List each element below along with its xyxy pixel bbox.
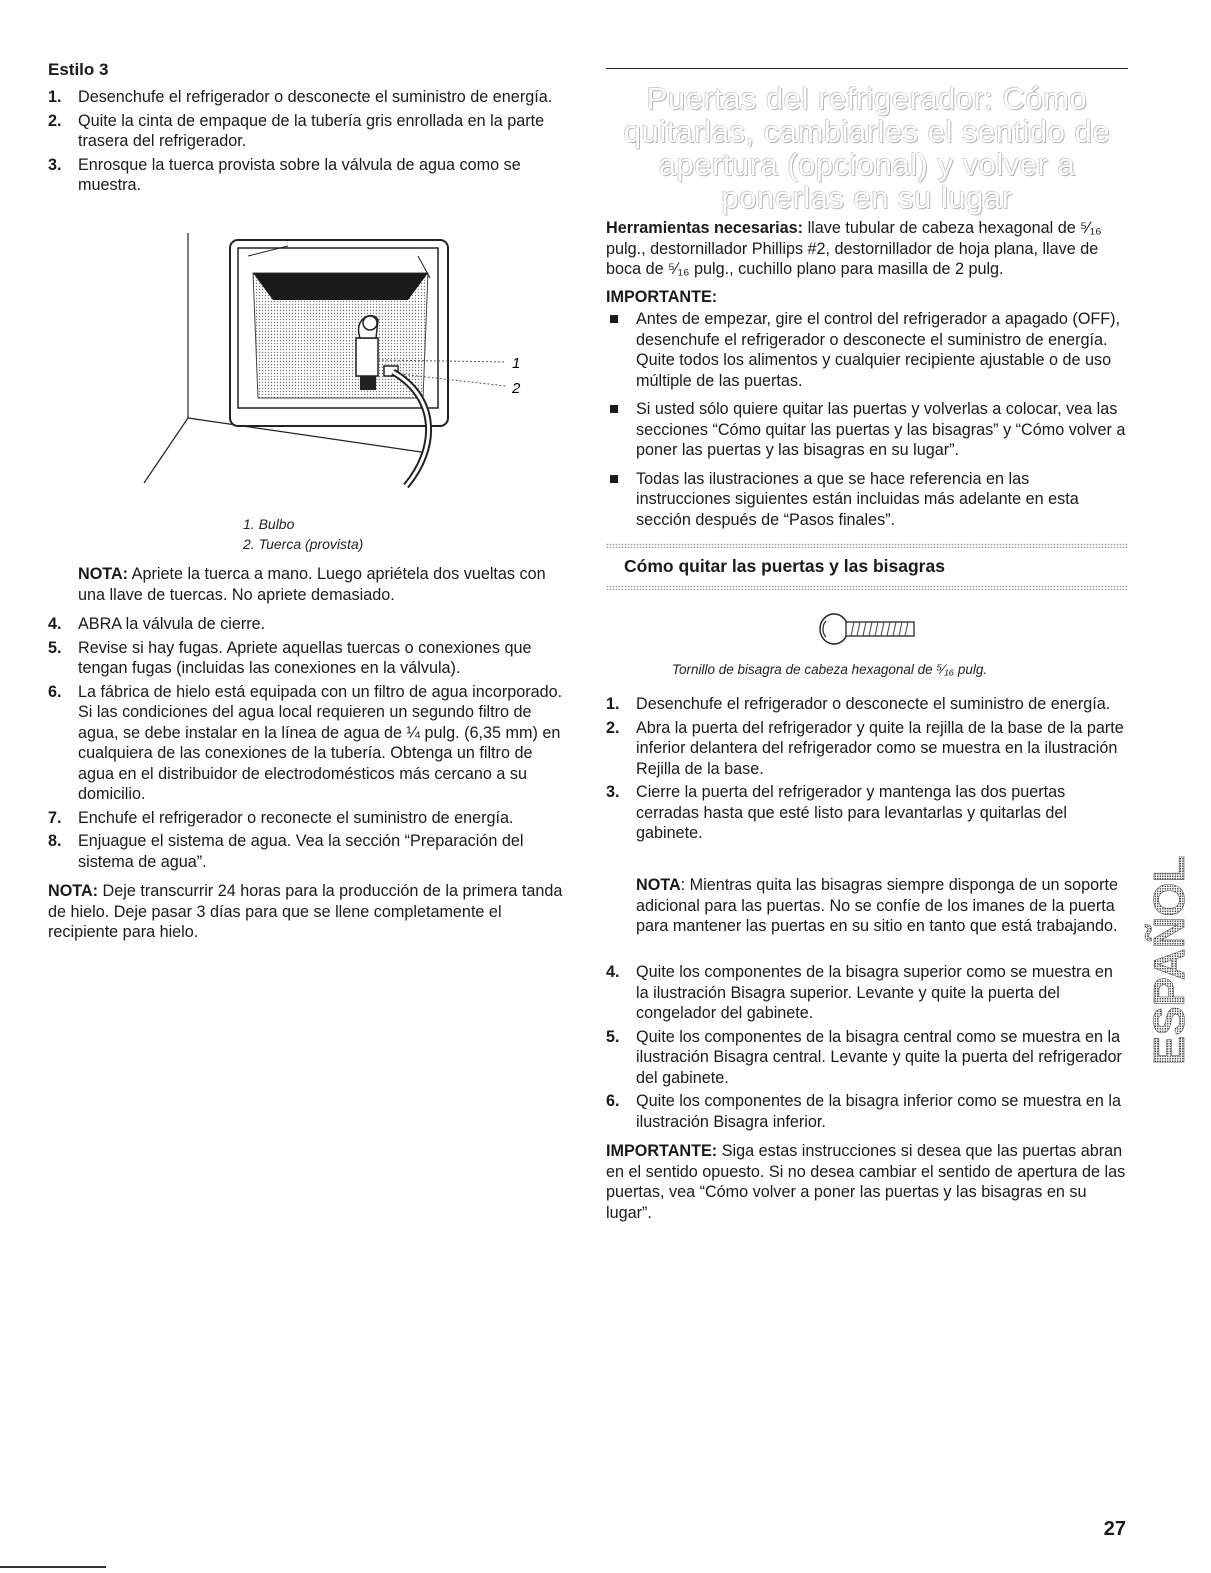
list-item	[606, 399, 1128, 461]
bullet-text: Si usted sólo quiere quitar las puertas y volverlas a colocar, vea las secciones “Cómo quitar las puertas y las bisagras” y “Cómo volver a poner las puertas y las bisagras en su lugar”.	[636, 400, 1126, 459]
step-number: 3.	[606, 783, 620, 801]
list-item	[606, 782, 1128, 844]
list-item	[606, 1027, 1128, 1089]
figure-caption	[243, 514, 363, 554]
tools-paragraph	[606, 218, 1128, 280]
bullet-text: Todas las ilustraciones a que se hace referencia en las instrucciones siguientes están incluidas más adelante en esta sección después de “Pasos finales”.	[636, 469, 1079, 529]
important-label: IMPORTANTE:	[606, 1142, 718, 1160]
steps-list-right-2	[606, 962, 1128, 1135]
list-item	[606, 469, 1128, 531]
note-paragraph	[636, 875, 1126, 937]
step-number: 4.	[48, 615, 62, 633]
step-text: La fábrica de hielo está equipada con un filtro de agua incorporado. Si las condiciones del agua local requieren un segundo filtro de agua, se debe instalar en la línea de agua de ¼ pulg. (6,35 mm) en cualquiera de las conexiones de la tubería. Obtenga un filtro de agua en el distribuidor de electrodomésticos más cercano a su domicilio.	[78, 682, 563, 803]
section-divider	[606, 543, 1128, 548]
list-item	[48, 682, 568, 805]
section-divider	[606, 585, 1128, 590]
step-text: Revise si hay fugas. Apriete aquellas tuercas o conexiones que tengan fugas (incluidas las conexiones en la válvula).	[78, 638, 532, 677]
list-item	[606, 962, 1128, 1024]
step-number: 1.	[606, 695, 620, 713]
callout-1: 1	[512, 355, 521, 372]
step-text: Abra la puerta del refrigerador y quite la rejilla de la base de la parte inferior delantera del refrigerador como se muestra en la ilustración Rejilla de la base.	[636, 718, 1124, 778]
list-item	[48, 831, 568, 872]
hex-bolt-icon	[816, 611, 916, 647]
list-item	[606, 718, 1128, 780]
list-item	[48, 111, 568, 152]
list-item	[48, 614, 568, 635]
bolt-caption: Tornillo de bisagra de cabeza hexagonal de ⁵⁄₁₆ pulg.	[672, 662, 988, 677]
bullet-text: Antes de empezar, gire el control del refrigerador a apagado (OFF), desenchufe el refrigerador o desconecte el suministro de energía. Quite todos los alimentos y cualquier recipiente ajustable o de uso múltiple de las puertas.	[636, 310, 1121, 390]
tools-text: llave tubular de cabeza hexagonal de ⁵⁄₁₆ pulg., destornillador Phillips #2, destornillador de hoja plana, llave de boca de ⁵⁄₁₆ pulg., cuchillo plano para masilla de 2 pulg.	[606, 219, 1102, 278]
note-label: NOTA	[636, 876, 681, 894]
bottom-rule	[0, 1566, 106, 1568]
bullet-icon	[610, 315, 618, 323]
note-text: Apriete la tuerca a mano. Luego apriétela dos vueltas con una llave de tuercas. No apriete demasiado.	[78, 565, 546, 604]
page-number: 27	[1103, 1518, 1126, 1540]
note-label: NOTA:	[48, 882, 99, 900]
step-text: ABRA la válvula de cierre.	[78, 615, 266, 633]
caption-item: 2. Tuerca (provista)	[243, 536, 364, 552]
section-subheading: Cómo quitar las puertas y las bisagras	[624, 556, 945, 576]
step-text: Enjuague el sistema de agua. Vea la sección “Preparación del sistema de agua”.	[78, 832, 524, 871]
water-valve-illustration	[138, 228, 538, 493]
step-number: 8.	[48, 832, 62, 850]
step-text: Desenchufe el refrigerador o desconecte el suministro de energía.	[636, 695, 1111, 713]
list-item	[606, 1091, 1128, 1132]
step-number: 2.	[48, 111, 62, 130]
step-text: Quite la cinta de empaque de la tubería gris enrollada en la parte trasera del refrigerador.	[78, 111, 545, 150]
note-label: NOTA:	[78, 565, 129, 583]
step-number: 6.	[606, 1092, 620, 1110]
steps-list-a	[48, 87, 568, 199]
step-number: 3.	[48, 155, 62, 174]
list-item	[606, 694, 1128, 715]
step-text: Enrosque la tuerca provista sobre la válvula de agua como se muestra.	[78, 155, 521, 194]
language-side-tab	[1140, 810, 1200, 1070]
step-text: Quite los componentes de la bisagra superior como se muestra en la ilustración Bisagra superior. Levante y quite la puerta del congelador del gabinete.	[636, 963, 1113, 1022]
step-number: 7.	[48, 808, 62, 827]
side-tab-label: ESPAÑOL	[1145, 855, 1194, 1065]
list-item	[48, 87, 568, 108]
page-title: Puertas del refrigerador: Cómo quitarlas, cambiarles el sentido de apertura (opcional) y volver a ponerlas en su lugar	[623, 81, 1111, 215]
section-heading: Estilo 3	[48, 60, 109, 79]
steps-list-right	[606, 694, 1128, 847]
list-item	[48, 155, 568, 196]
callout-2: 2	[512, 380, 521, 397]
note-paragraph	[78, 564, 568, 605]
step-number: 6.	[48, 682, 62, 701]
list-item	[48, 808, 568, 829]
step-number: 2.	[606, 718, 620, 737]
note-paragraph-2	[48, 881, 568, 943]
step-text: Enchufe el refrigerador o reconecte el suministro de energía.	[78, 808, 514, 827]
step-text: Quite los componentes de la bisagra central como se muestra en la ilustración Bisagra central. Levante y quite la puerta del refrigerador del gabinete.	[636, 1027, 1122, 1087]
list-item	[48, 638, 568, 679]
step-number: 5.	[606, 1027, 620, 1046]
tools-label: Herramientas necesarias:	[606, 219, 804, 237]
important-text: Siga estas instrucciones si desea que las puertas abran en el sentido opuesto. Si no desea cambiar el sentido de apertura de las puertas, vea “Cómo volver a poner las puertas y las bisagras en su lugar”.	[606, 1142, 1126, 1222]
step-text: Desenchufe el refrigerador o desconecte el suministro de energía.	[78, 88, 553, 106]
important-bullets	[606, 309, 1128, 538]
important-paragraph	[606, 1141, 1128, 1223]
step-number: 4.	[606, 963, 620, 981]
bullet-icon	[610, 475, 618, 483]
step-text: Cierre la puerta del refrigerador y mantenga las dos puertas cerradas hasta que esté listo para levantarlas y quitarlas del gabinete.	[636, 783, 1068, 842]
list-item	[606, 309, 1128, 391]
top-rule	[606, 68, 1128, 69]
step-text: Quite los componentes de la bisagra inferior como se muestra en la ilustración Bisagra inferior.	[636, 1092, 1121, 1131]
note-text: Deje transcurrir 24 horas para la producción de la primera tanda de hielo. Deje pasar 3 días para que se llene completamente el recipiente para hielo.	[48, 882, 563, 941]
note-text: : Mientras quita las bisagras siempre disponga de un soporte adicional para las puertas. No se confíe de los imanes de la puerta para mantener las puertas en su sitio en tanto que está trabajando.	[636, 876, 1118, 935]
important-heading: IMPORTANTE:	[606, 288, 718, 306]
step-number: 1.	[48, 88, 62, 106]
steps-list-b	[48, 614, 568, 875]
bullet-icon	[610, 405, 618, 413]
step-number: 5.	[48, 638, 62, 657]
caption-item: 1. Bulbo	[243, 516, 295, 532]
